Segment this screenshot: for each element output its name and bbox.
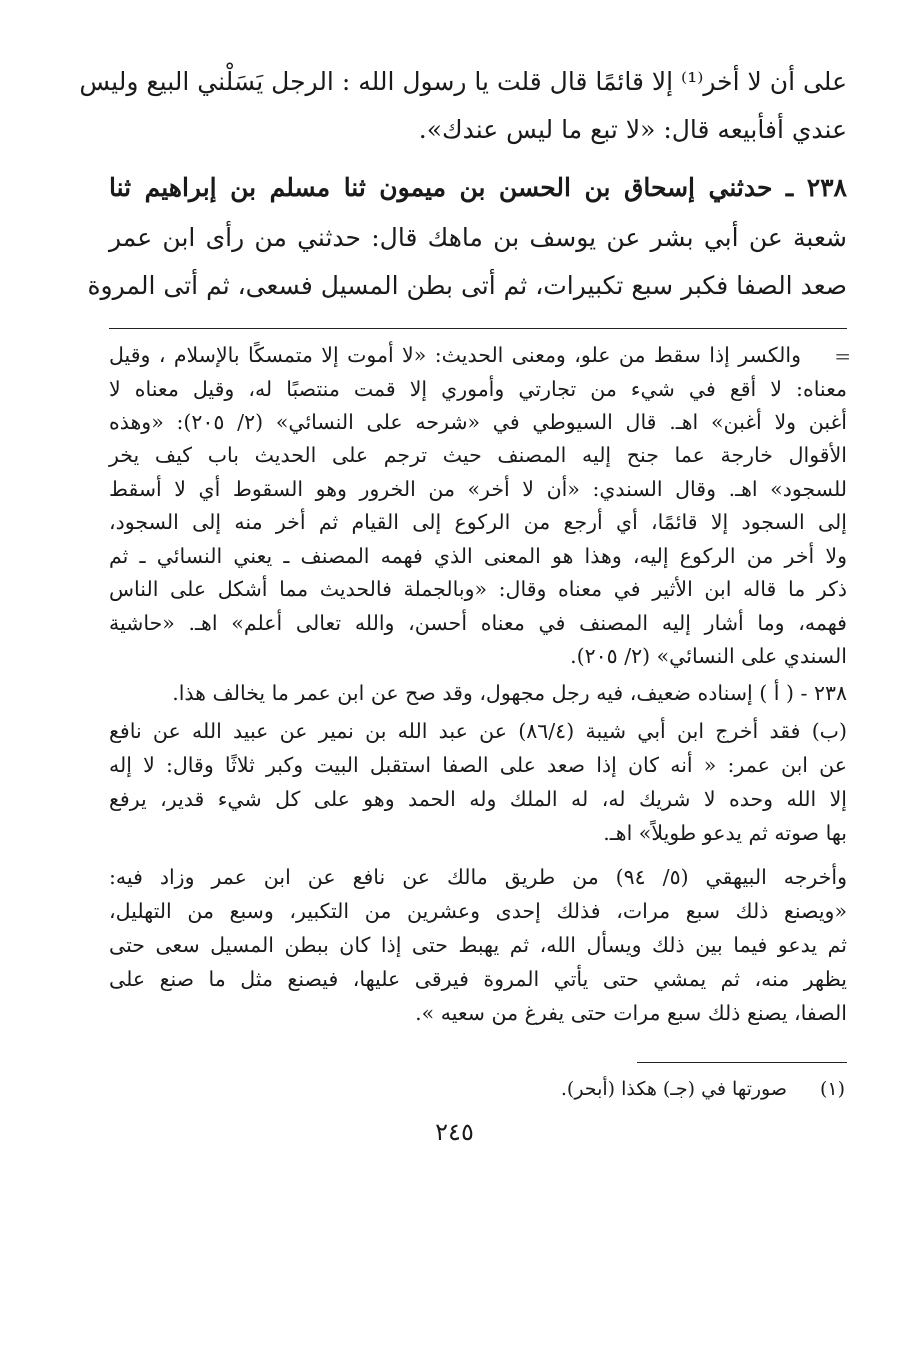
note-238-c-line: الصفا، يصنع ذلك سبع مرات حتى يفرغ من سعيه ». bbox=[415, 1001, 847, 1025]
note-238-c-line: وأخرجه البيهقي (٥/ ٩٤) من طريق مالك عن نافع عن ابن عمر وزاد فيه: bbox=[109, 865, 847, 889]
note-238-b-line: إلا الله وحده لا شريك له، له الملك وله الحمد وهو على كل شيء قدير، يرفع bbox=[109, 787, 847, 811]
footnote-separator bbox=[637, 1062, 847, 1063]
hadith-238-heading: ٢٣٨ ـ حدثني إسحاق بن الحسن بن ميمون ثنا مسلم بن إبراهيم ثنا bbox=[109, 173, 847, 202]
note-line: للسجود» اهـ. وقال السندي: «أن لا أخر» من الخرور وهو السقوط أي لا أسقط bbox=[109, 477, 847, 501]
continuation-marker: = bbox=[834, 344, 851, 368]
note-line: الأقوال خارجة عما جنح إليه المصنف حيث ترجم على الحديث باب كيف يخر bbox=[109, 443, 847, 467]
page-number: ٢٤٥ bbox=[435, 1118, 474, 1146]
main-text-line: شعبة عن أبي بشر عن يوسف بن ماهك قال: حدثني من رأى ابن عمر bbox=[109, 223, 847, 252]
note-line: ولا أخر من الركوع إليه، وهذا هو المعنى الذي فهمه المصنف ـ يعني النسائي ـ ثم bbox=[109, 544, 847, 568]
note-238-b-line: عن ابن عمر: « أنه كان إذا صعد على الصفا استقبل البيت وكبر ثلاثًا وقال: لا إله bbox=[109, 753, 847, 777]
footnote-text: صورتها في (جـ) هكذا (أبحر). bbox=[560, 1078, 787, 1100]
notes-separator bbox=[109, 328, 847, 329]
note-238-b-line: بها صوته ثم يدعو طويلاً» اهـ. bbox=[603, 821, 847, 845]
note-line: والكسر إذا سقط من علو، ومعنى الحديث: «لا أموت إلا متمسكًا بالإسلام ، وقيل bbox=[109, 343, 801, 367]
note-238-a bbox=[109, 678, 847, 708]
note-line: إلى السجود إلا قائمًا، أي أرجع من الركوع إلى القيام ثم أخر منه إلى السجود، bbox=[109, 510, 847, 534]
main-text-line: صعد الصفا فكبر سبع تكبيرات، ثم أتى بطن المسيل فسعى، ثم أتى المروة bbox=[87, 271, 847, 300]
footnote-number: (١) bbox=[819, 1078, 845, 1100]
note-line: السندي على النسائي» (٢/ ٢٠٥). bbox=[570, 644, 847, 668]
note-line: أغبن ولا أغبن» اهـ. قال السيوطي في «شرحه على النسائي» (٢/ ٢٠٥): «وهذه bbox=[109, 410, 847, 434]
note-238-a-text: ( أ ) إسناده ضعيف، فيه رجل مجهول، وقد صح عن ابن عمر ما يخالف هذا. bbox=[172, 681, 794, 705]
note-238-c-line: ثم يدعو فيما بين ذلك ويسأل الله، ثم يهبط حتى إذا كان ببطن المسيل سعى حتى bbox=[109, 933, 847, 957]
note-line: معناه: لا أقع في شيء من تجارتي وأموري إلا قمت منتصبًا له، وقيل معناه لا bbox=[109, 377, 847, 401]
note-238-label: ٢٣٨ - bbox=[800, 681, 847, 705]
main-text-line: عندي أفأبيعه قال: «لا تبع ما ليس عندك». bbox=[418, 115, 847, 144]
note-238-c-line: «ويصنع ذلك سبع مرات، فذلك إحدى وعشرين من التكبير، وسبع من التهليل، bbox=[109, 899, 847, 923]
note-line: فهمه، وما أشار إليه المصنف في معناه أحسن، والله تعالى أعلم» اهـ. «حاشية bbox=[109, 611, 847, 635]
note-238-c-line: يظهر منه، ثم يمشي حتى يأتي المروة فيرقى عليها، فيصنع مثل ما صنع على bbox=[109, 967, 847, 991]
note-238-b-line: (ب) فقد أخرج ابن أبي شيبة (٨٦/٤) عن عبد الله بن نمير عن عبيد الله عن نافع bbox=[109, 719, 847, 743]
main-text-line: على أن لا أخر⁽¹⁾ إلا قائمًا قال قلت يا رسول الله : الرجل يَسَلْني البيع وليس bbox=[79, 67, 847, 96]
note-line: ذكر ما قاله ابن الأثير في معناه وقال: «وبالجملة فالحديث مما أشكل على الناس bbox=[109, 577, 847, 601]
